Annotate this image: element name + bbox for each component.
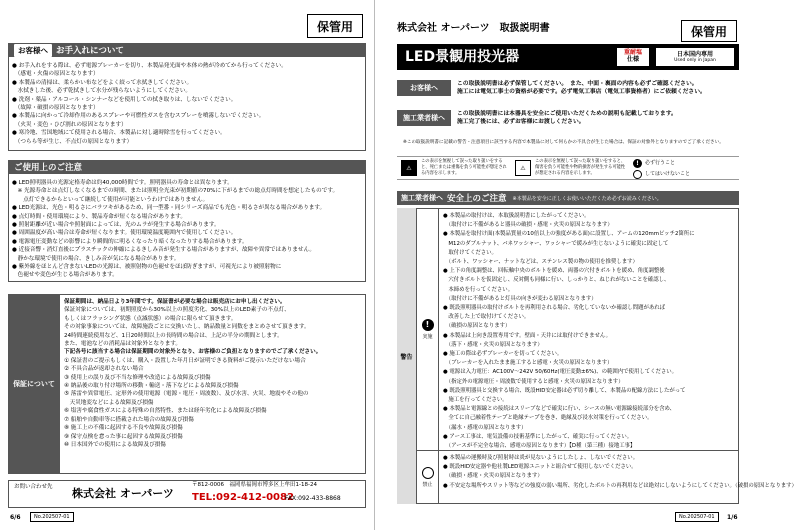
text-line: ● 周囲温度が高い場合は寿命が短くなります。使用環境温度範囲内で使用してください。 bbox=[12, 230, 237, 237]
legend-prohibit-text: してはいけないこと bbox=[645, 171, 691, 177]
text-line: ⑦ 船舶や自動車等に搭載された場合の故障及び損傷 bbox=[64, 416, 194, 423]
text-line: （漏水・感電の原因となります） bbox=[443, 424, 527, 431]
text-line: （取付けに不備があると器具の破損・感電・火災の原因となります） bbox=[443, 222, 613, 229]
warranty-label: 保証について bbox=[13, 380, 55, 388]
must-do-icon: ! bbox=[633, 159, 642, 168]
spec-badge bbox=[616, 47, 650, 67]
text-line: （アースが不完全な場合、感電の原因となります）【D種（第三種）接地工事】 bbox=[443, 443, 636, 450]
text-line: 天災地変などによる故障及び損傷 bbox=[64, 399, 154, 406]
text-line: （取付けに不備があると灯具の向きが変わる原因となります） bbox=[443, 295, 597, 302]
warranty-lines bbox=[64, 298, 364, 449]
text-line: ● 近接音響・消灯直後にプラスチックの伸縮によるきしみ音が発生する場合がありますが、故障や異常ではありません。 bbox=[12, 247, 316, 254]
do-lines bbox=[443, 212, 737, 451]
text-line: また、電池などの消耗品は対象外となります。 bbox=[64, 341, 182, 348]
legend-warning-text: この表示を無視して誤った取り扱いをすると、死亡または重傷を負う可能性が想定される内容を示します。 bbox=[421, 159, 507, 176]
footer-page-right: 1/6 bbox=[727, 514, 738, 521]
text-line: ● 電源電圧変動などの影響により瞬間的に明るくなったり暗くなったりする場合があります。 bbox=[12, 238, 248, 245]
text-line: ● 本製品を取付け面(本製品質量の10倍以上の強度がある面)に設置し、アームの120mmピッチ2箇所に bbox=[443, 231, 695, 238]
text-line: （感電・火傷の原因となります） bbox=[12, 71, 99, 78]
product-name: LED景観用投光器 bbox=[405, 49, 520, 65]
spec-label-1: 重耐塩 bbox=[623, 49, 642, 57]
notes-title: ご使用上のご注意 bbox=[14, 163, 83, 173]
care-tag: お客様へ bbox=[14, 44, 52, 57]
text-line: （火災・変色・ひび割れの原因となります） bbox=[12, 121, 127, 128]
text-line: ● 既設照明器具と交換する場合、既設HID安定器は必ず切り離して、本製品の配線方法にしたがって bbox=[443, 387, 686, 394]
text-line: ● お手入れをする際は、必ず電源ブレーカーを切り、本製品発光面や本体の熱が冷めてから行ってください。 bbox=[12, 63, 287, 69]
safety-title: 安全上のご注意 bbox=[447, 194, 507, 204]
text-line: 取付けてください。 bbox=[443, 249, 497, 256]
installer-lines bbox=[457, 110, 739, 126]
text-line: ● 寒冷地、雪国地域にて使用される場合、本製品に対し適時除雪を行ってください。 bbox=[12, 130, 226, 137]
text-line: （ボルト、ワッシャー、ナットなどは、ステンレス製の物の使用を推奨します） bbox=[443, 259, 638, 266]
text-line: ● 電源は入力電圧：AC100V〜242V 50/60Hz(電圧変動±6%)、の範囲内で使用してください。 bbox=[443, 369, 678, 376]
keep-badge-right: 保管用 bbox=[681, 20, 737, 42]
text-line: ● 紫外線をほとんど含まないLEDの光源は、被照射物の色褪せをほぼ防ぎますが、可視光により被照射物に bbox=[12, 264, 282, 271]
text-line: ③ 使用上の誤り及び不当な修理や改造による故障及び損傷 bbox=[64, 374, 211, 381]
text-line: 穴付きボルトを仮固定し、反対側も同様に行い、しっかりと、ねじれがないことを確認し、 bbox=[443, 277, 670, 284]
text-line: 施工を行ってください。 bbox=[443, 397, 508, 404]
notes-header bbox=[8, 160, 366, 174]
text-line: （落下・感電・火災の原因となります） bbox=[443, 341, 543, 348]
text-line: ● 洗剤・薬品・アルコール・シンナーなどを使用しての拭き取りは、しないでください。 bbox=[12, 96, 237, 103]
text-line: （ブレーカーを入れたまま施工すると感電・火災の原因となります） bbox=[443, 360, 613, 367]
contact-company: 株式会社 オーパーツ bbox=[72, 487, 174, 500]
text-line: ● 上下の角度調整は、回転軸中央のボルトを緩め、両器の穴付きボルトを緩め、角度調整後 bbox=[443, 268, 665, 275]
safety-subtitle: ※本製品を安全に正しくお使いいただくため必ずお読みください。 bbox=[512, 195, 662, 202]
text-line: 施工完了後には、必ずお客様にお渡しください。 bbox=[457, 119, 585, 125]
text-line: M12のダブルナット、バネワッシャー、ワッシャーで緩みが生じないように確実に固定して bbox=[443, 240, 669, 247]
care-box-border bbox=[8, 57, 366, 151]
text-line: （故障・破損の原因となります） bbox=[12, 105, 99, 112]
text-line: ⑥ 塩害や腐食性ガスによる特殊の自然特性、または経年劣化による故障及び損傷 bbox=[64, 408, 267, 415]
company-title: 株式会社 オーパーツ 取扱説明書 bbox=[397, 23, 550, 34]
legend-must-text: 必ず行うこと bbox=[645, 160, 676, 166]
customer-tag: お客様へ bbox=[410, 84, 438, 92]
text-line: ● LED光源は、光色・明るさにバラツキがあるため、同一型番・同シリーズ商品でも光色・明るさが異なる場合があります。 bbox=[12, 205, 326, 212]
legend-caution-text: この表示を無視して誤った取り扱いをすると、傷害を負う可能性や物的損害が発生する可能性が想定される内容を示します。 bbox=[535, 159, 626, 176]
text-line: この取扱説明書には本器具を安全にご使用いただくための説明も記載しております。 bbox=[457, 111, 677, 117]
warranty-label-bg bbox=[8, 294, 60, 474]
text-line: ※ 光源寿命とは点灯しなくなるまでの時間、または照明全光束が初期値の70%に下がるまでの総点灯時間を想定したものです。 bbox=[12, 188, 339, 195]
footer-page: 6/6 bbox=[10, 514, 21, 521]
text-line: ● LED照明器具の光源定格寿命は約40,000時間です。照明器具の寿命とは異なります。 bbox=[12, 180, 233, 186]
text-line: （破損の原因となります） bbox=[443, 323, 511, 330]
text-line: ● 点灯時間・使用環境により、製品寿命が短くなる場合があります。 bbox=[12, 213, 187, 220]
text-line: ● 本製品の取付けは、本取扱説明書にしたがってください。 bbox=[443, 213, 590, 219]
safety-header bbox=[397, 191, 739, 205]
text-line: （つらら等が生じ、不点灯の原因となります） bbox=[12, 138, 133, 145]
text-line: ④ 納品後の取り付け場所の移動・輸送・落下などによる故障及び損傷 bbox=[64, 383, 239, 390]
contact-address: 〒812-0006 福岡県福岡市博多区上牟田1-18-24 bbox=[192, 482, 317, 488]
left-page bbox=[0, 0, 375, 530]
contact-tel: TEL:092-412-0082 bbox=[192, 492, 294, 503]
text-line: 点灯できるからといって継続して使用が可能というわけではありません。 bbox=[12, 196, 209, 203]
text-line: 全てに自己融着性テープと絶縁テープを巻き、絶縁及び浸水対策を行ってください。 bbox=[443, 415, 653, 422]
legend-warning-icon: ⚠ bbox=[401, 160, 417, 176]
must-do-icon-large: ! bbox=[422, 319, 434, 331]
text-line: 保証対象については、初期照度から30%以上の照度劣化、30%以上のLED素子の不点灯、 bbox=[64, 307, 290, 314]
text-line: ● 本製品と電源線との接続はスリーブなどで確実に行い、シースの無い電源線接続部分を含め、 bbox=[443, 406, 676, 413]
text-line: ● 照射距離が近い場合や照射面によっては、光のムラが発生する場合があります。 bbox=[12, 222, 220, 229]
installer-tag-bg bbox=[397, 110, 451, 126]
dont-label: 禁止 bbox=[422, 482, 433, 488]
text-line: 本締めを行ってください。 bbox=[443, 286, 514, 293]
text-line: ⑤ 落雷や異常電圧、定形外の使用電源（電源・電圧・周波数）、及び水害、火災、地震やその他の bbox=[64, 391, 309, 398]
warning-label: 警告 bbox=[400, 353, 413, 361]
text-line: 施工には電気工事士の資格が必要です。必ず電気工事店（電気工事資格者）にご依頼ください。 bbox=[457, 89, 706, 95]
text-line: ⑨ 保守点検を怠った事に起因する故障及び損傷 bbox=[64, 433, 183, 440]
spec-label-2: 仕様 bbox=[626, 56, 639, 63]
care-title: お手入れについて bbox=[56, 46, 124, 56]
right-page bbox=[375, 0, 797, 530]
text-line: ● 本製品の運搬時及び照射時は炎が見ないようにしたしょ、しないでください。 bbox=[443, 455, 639, 461]
do-col bbox=[417, 208, 439, 450]
prohibit-icon-large bbox=[422, 467, 434, 479]
text-line: ● 不安定な場所やスリット等などの強度の弱い場所、劣化したボルトの再利用などは絶対にしないようにしてください。（破損の原因となります） bbox=[443, 482, 797, 489]
text-line: 下記各号に該当する場合は保証期間の対象外となり、お客様のご負担となりますのでご了承ください。 bbox=[64, 349, 322, 356]
notes-lines bbox=[12, 179, 364, 280]
text-line: ② 不具合品が返却されない場合 bbox=[64, 366, 144, 373]
text-line: ⑧ 施工上の不備に起因する不良や故障及び損傷 bbox=[64, 425, 183, 432]
do-label: 実施 bbox=[422, 333, 433, 340]
warning-col bbox=[397, 208, 417, 504]
text-line: ① 保証書のご提示もしくは、購入・設置した年月日が証明できる資料がご提示いただけない場合 bbox=[64, 357, 306, 364]
text-line: ● 既設照明器具の取付けボルトを再利用される場合、劣化していないか確認し問題があれば bbox=[443, 305, 666, 312]
text-line: その対象事象については、故障施設ごとに交換いたし、納品数量と同数をまとめさせて頂きます。 bbox=[64, 324, 310, 331]
contact-label: お問い合わせ先 bbox=[14, 484, 53, 490]
text-line: もしくはフラッシング状態（点滅状態）の場合に限らせて頂きます。 bbox=[64, 315, 237, 322]
text-line: 色褪せや変色が生じる場合があります。 bbox=[12, 272, 118, 279]
text-line: この取扱説明書は必ず保管してください。 また、中面・裏面の内容も必ずご確認ください。 bbox=[457, 81, 698, 87]
domestic-label-2: Used only in Japan bbox=[674, 57, 716, 63]
text-line: ● 既設HID安定器や他社製LED電源ユニットと組合せて使用しないでください。 bbox=[443, 464, 637, 471]
domestic-label-1: 日本国内専用 bbox=[676, 50, 713, 58]
text-line: 静かな環境で使用の場合、きしみ音が気になる場合があります。 bbox=[12, 255, 180, 262]
keep-badge: 保管用 bbox=[307, 14, 363, 38]
text-line: ● 本製品は上向き設置専用です。壁面・天井には取付けできません。 bbox=[443, 332, 612, 339]
text-line: ● 施工の際は必ずブレーカーを切ってください。 bbox=[443, 351, 563, 358]
text-line: 水拭きした後、必ず乾拭きして水分が残らないようにしてください。 bbox=[12, 88, 192, 95]
dont-col bbox=[417, 451, 439, 504]
prohibit-icon bbox=[633, 170, 642, 179]
customer-lines bbox=[457, 80, 739, 96]
text-line: （指定外の電源電圧・周波数で使用すると感電・火災の原因となります） bbox=[443, 378, 624, 385]
installer-tag: 施工業者様へ bbox=[403, 114, 445, 122]
text-line: （破損・感電・火災の原因となります） bbox=[443, 473, 543, 480]
care-header bbox=[8, 43, 366, 57]
text-line: ● 本製品の清掃は、柔らかい布などをよく絞って水拭きしてください。 bbox=[12, 79, 193, 86]
contact-fax: FAX:092-433-8868 bbox=[285, 495, 341, 502]
text-line: ● 本製品に向かって冷却作用のあるスプレーや可燃性ガスを含むスプレーを噴霧しないでください。 bbox=[12, 113, 265, 120]
text-line: 保証期間は、納品日より3年間です。保証書が必要な場合は販売店にお申し出ください。 bbox=[64, 299, 286, 305]
safety-tag: 施工業者様へ bbox=[401, 194, 443, 202]
text-line: ⑩ 日本国外での使用による故障及び損傷 bbox=[64, 441, 166, 448]
domestic-badge bbox=[655, 47, 735, 67]
customer-tag-bg bbox=[397, 80, 451, 96]
text-line: 24時間連続使用など、1日20時間以上の長時間の場合は、上記の半分の期間とします。 bbox=[64, 332, 283, 339]
text-line: 改善した上で取付けてください。 bbox=[443, 314, 530, 321]
text-line: ● アース工事は、電気設備の技術基準にしたがって、確実に行ってください。 bbox=[443, 433, 633, 440]
dont-lines bbox=[443, 454, 797, 491]
symbol-note: ※この取扱説明書に記載の警告・注意項目に該当する内容で本製品に対して何らかの不具合が生じた場合は、保証の対象外となりますのでご了承ください。 bbox=[403, 140, 724, 145]
footer-doc-no: No.202507-01 bbox=[30, 512, 74, 522]
footer-doc-no-right: No.202507-01 bbox=[675, 512, 719, 522]
legend-caution-icon: ⚠ bbox=[515, 160, 531, 176]
